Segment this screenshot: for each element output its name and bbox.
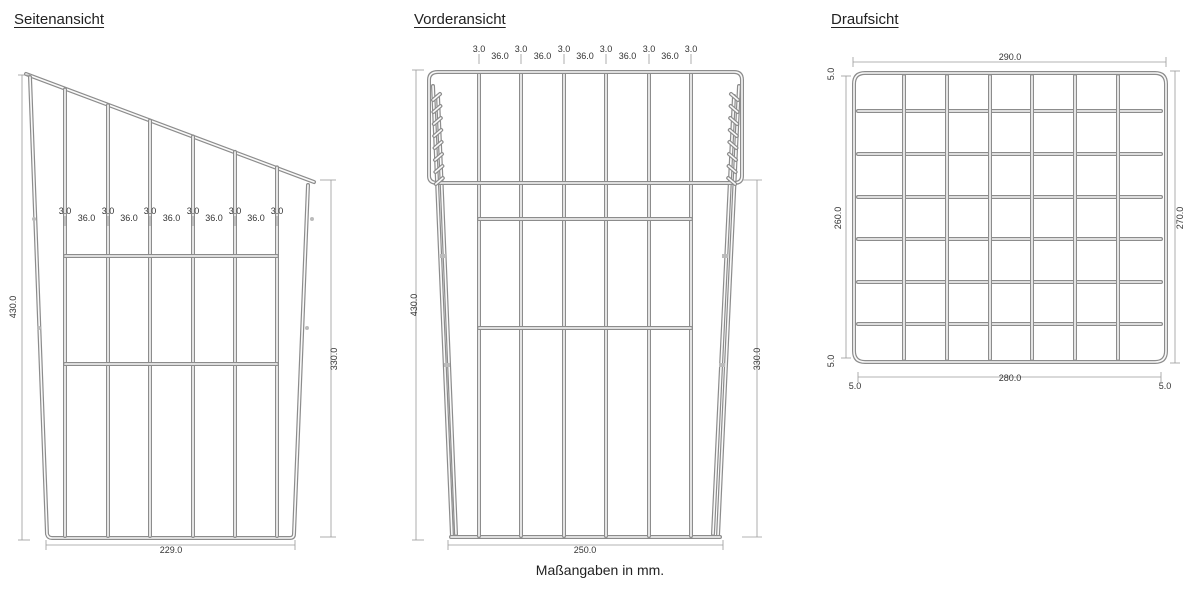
side-view-title: Seitenansicht xyxy=(14,11,105,28)
side-rod-label-2: 3.0 xyxy=(101,206,115,216)
side-view xyxy=(8,74,339,555)
front-clip-2 xyxy=(444,363,450,367)
top-margin-bottom-label: 5.0 xyxy=(826,354,836,368)
front-height-left-label: 430.0 xyxy=(409,293,419,317)
side-frame xyxy=(30,77,308,538)
top-height-left-label: 260.0 xyxy=(833,206,843,230)
front-gap-label-4: 36.0 xyxy=(618,51,637,61)
side-rod-label-3: 3.0 xyxy=(143,206,157,216)
front-height-right-label: 330.0 xyxy=(752,347,762,371)
side-top-rail-highlight xyxy=(26,74,314,182)
front-clip-1 xyxy=(440,254,446,258)
front-rod-label-1: 3.0 xyxy=(472,44,486,54)
front-gap-label-5: 36.0 xyxy=(661,51,679,61)
side-gap-label-5: 36.0 xyxy=(247,213,265,223)
front-view xyxy=(409,44,762,555)
front-rod-label-6: 3.0 xyxy=(684,44,698,54)
front-gap-label-1: 36.0 xyxy=(491,51,509,61)
top-width-top-label: 290.0 xyxy=(998,52,1022,62)
side-gap-label-2: 36.0 xyxy=(120,213,138,223)
side-clip-4 xyxy=(305,326,309,330)
front-top-frame xyxy=(429,72,742,183)
side-gap-label-3: 36.0 xyxy=(162,213,181,223)
side-height-left-label: 430.0 xyxy=(8,295,18,319)
top-margin-left-label: 5.0 xyxy=(848,381,862,391)
side-clip-2 xyxy=(37,326,41,330)
side-rod-label-5: 3.0 xyxy=(228,206,242,216)
front-inner-right-highlight xyxy=(713,96,734,534)
top-view xyxy=(826,52,1185,391)
front-gap-label-3: 36.0 xyxy=(576,51,594,61)
front-width-label: 250.0 xyxy=(573,545,597,555)
top-height-right-label: 270.0 xyxy=(1175,206,1185,230)
front-rod-label-2: 3.0 xyxy=(514,44,528,54)
front-clip-3 xyxy=(722,254,728,258)
side-clip-3 xyxy=(310,217,314,221)
side-height-right-label: 330.0 xyxy=(329,347,339,371)
units-note: Maßangaben in mm. xyxy=(535,562,665,578)
top-margin-top-label: 5.0 xyxy=(826,67,836,81)
front-rod-label-3: 3.0 xyxy=(557,44,571,54)
front-rod-label-5: 3.0 xyxy=(642,44,656,54)
side-frame-highlight xyxy=(30,77,308,538)
front-rod-label-4: 3.0 xyxy=(599,44,613,54)
top-margin-right-label: 5.0 xyxy=(1158,381,1172,391)
front-gap-label-2: 36.0 xyxy=(533,51,552,61)
front-view-title: Vorderansicht xyxy=(414,11,506,28)
side-gap-label-1: 36.0 xyxy=(77,213,96,223)
side-rod-label-4: 3.0 xyxy=(186,206,200,216)
top-width-bottom-label: 280.0 xyxy=(998,373,1022,383)
side-gap-label-4: 36.0 xyxy=(205,213,223,223)
front-top-frame-highlight xyxy=(429,72,742,183)
front-clip-4 xyxy=(719,363,725,367)
side-width-label: 229.0 xyxy=(159,545,183,555)
top-view-title: Draufsicht xyxy=(831,11,899,28)
side-rod-label-1: 3.0 xyxy=(58,206,72,216)
side-rod-label-6: 3.0 xyxy=(270,206,284,216)
side-clip-1 xyxy=(32,217,36,221)
